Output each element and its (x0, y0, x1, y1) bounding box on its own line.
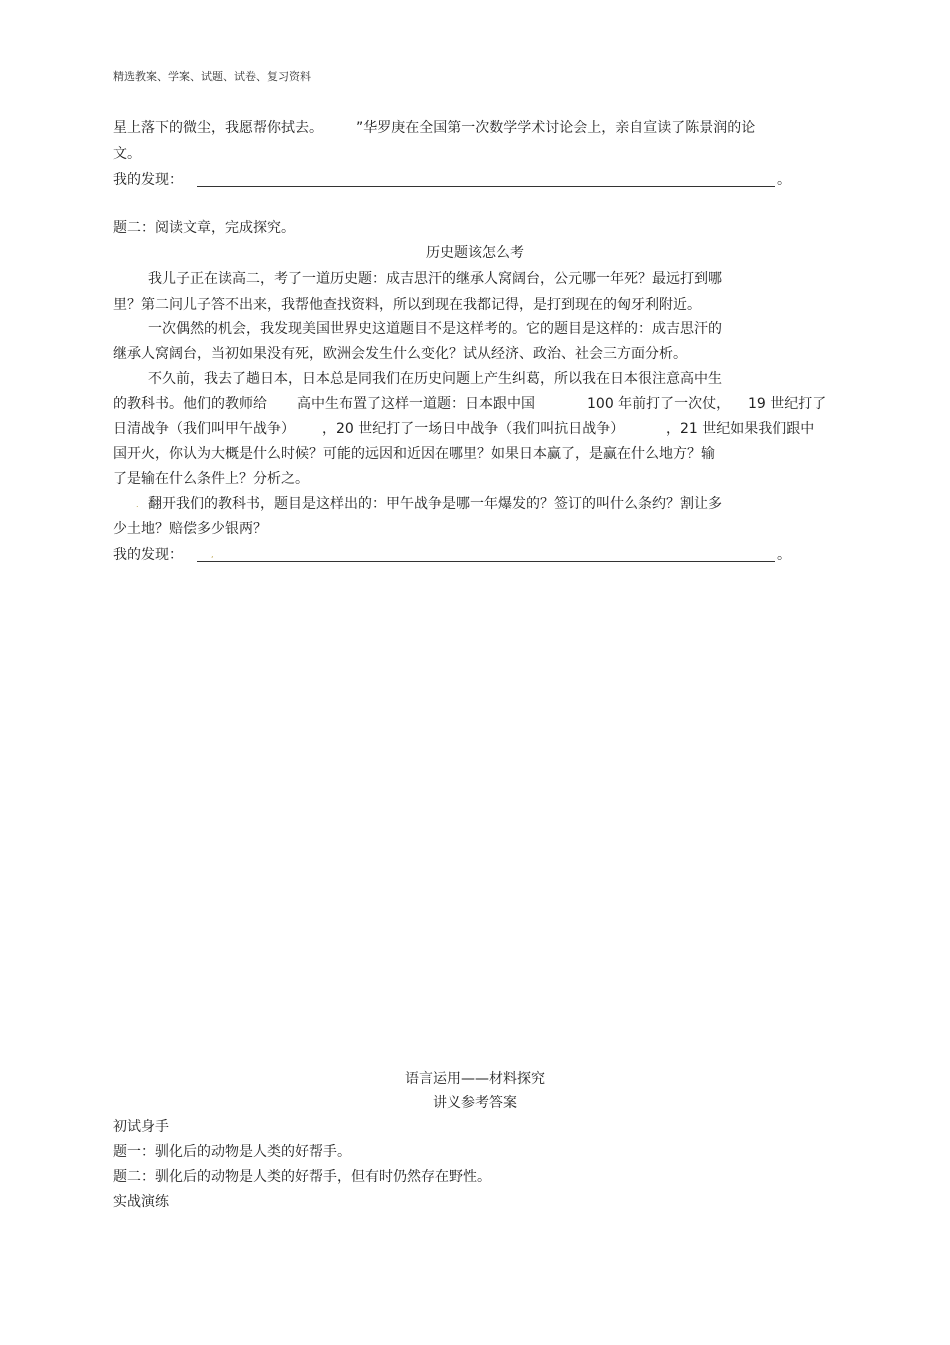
answer-line: 题二：驯化后的动物是人类的好帮手，但有时仍然存在野性。 (113, 1169, 491, 1185)
speck-mark: , (211, 550, 214, 559)
text-line: 我儿子正在读高二，考了一道历史题：成吉思汗的继承人窝阔台，公元哪一年死？最远打到哪 (148, 271, 722, 287)
text-line: 日清战争（我们叫甲午战争） (113, 421, 295, 437)
text-line: 翻开我们的教科书，题目是这样出的：甲午战争是哪一年爆发的？签订的叫什么条约？割让多 (148, 496, 722, 512)
speck-mark: . (136, 500, 139, 509)
text-line: 少土地？赔偿多少银两？ (113, 521, 267, 537)
text-line: 一次偶然的机会，我发现美国世界史这道题目不是这样考的。它的题目是这样的：成吉思汗的 (148, 321, 722, 337)
text-line: 星上落下的微尘，我愿帮你拭去。 (113, 120, 323, 136)
text-line: 继承人窝阔台，当初如果没有死，欧洲会发生什么变化？试从经济、政治、社会三方面分析。 (113, 346, 687, 362)
article-title: 历史题该怎么考 (426, 245, 524, 261)
text-line: 100 年前打了一次仗， (587, 396, 731, 412)
discovery-label: 我的发现： (113, 172, 183, 188)
answer-blank-line[interactable] (197, 561, 775, 562)
text-line: 的教科书。他们的教师给 (113, 396, 267, 412)
answers-title: 语言运用——材料探究 (405, 1071, 545, 1087)
discovery-end: 。 (777, 547, 791, 563)
text-line: 文。 (113, 146, 141, 162)
section-heading: 初试身手 (113, 1119, 169, 1135)
text-line: 了是输在什么条件上？分析之。 (113, 471, 309, 487)
text-line: 国开火，你认为大概是什么时候？可能的远因和近因在哪里？如果日本赢了，是赢在什么地方？输 (113, 446, 715, 462)
question-prompt: 题二：阅读文章，完成探究。 (113, 220, 295, 236)
text-line: ，20 世纪打了一场日中战争（我们叫抗日战争） (322, 421, 625, 437)
section-heading: 实战演练 (113, 1194, 169, 1210)
text-line: ，21 世纪如果我们跟中 (666, 421, 815, 437)
answers-subtitle: 讲义参考答案 (433, 1095, 517, 1111)
text-line: 高中生布置了这样一道题：日本跟中国 (297, 396, 535, 412)
answer-blank-line[interactable] (197, 186, 775, 187)
text-line: 19 世纪打了 (748, 396, 827, 412)
text-line: ”华罗庚在全国第一次数学学术讨论会上，亲自宣读了陈景润的论 (356, 120, 756, 136)
page-header: 精选教案、学案、试题、试卷、复习资料 (113, 70, 311, 83)
text-line: 不久前，我去了趟日本，日本总是同我们在历史问题上产生纠葛，所以我在日本很注意高中生 (148, 371, 722, 387)
answer-line: 题一：驯化后的动物是人类的好帮手。 (113, 1144, 351, 1160)
discovery-end: 。 (777, 172, 791, 188)
discovery-label: 我的发现： (113, 547, 183, 563)
text-line: 里？第二问儿子答不出来，我帮他查找资料，所以到现在我都记得，是打到现在的匈牙利附近。 (113, 297, 701, 313)
